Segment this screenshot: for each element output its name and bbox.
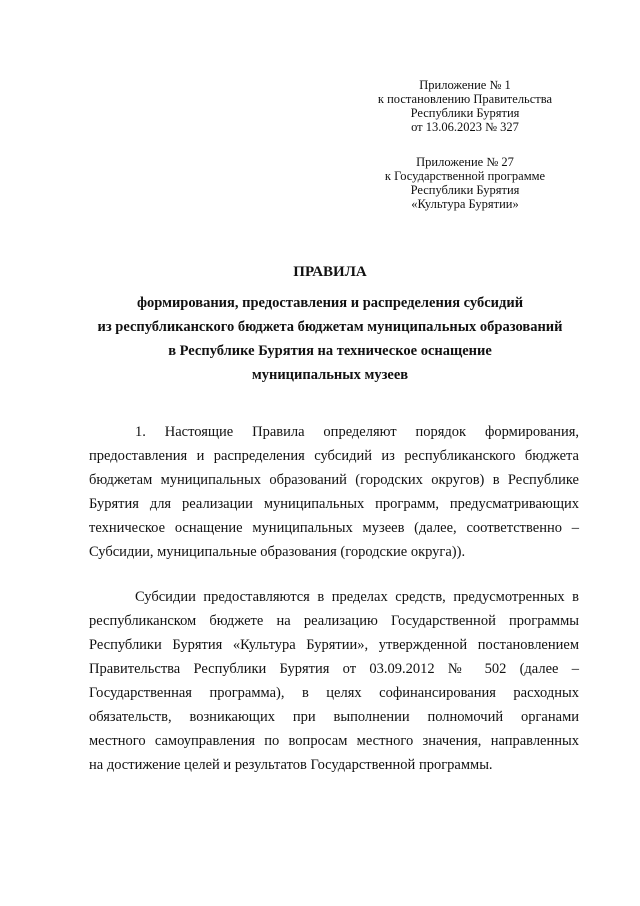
title-main: ПРАВИЛА — [293, 264, 367, 280]
document-title — [60, 260, 600, 387]
annex-1-line: к постановлению Правительства — [377, 92, 553, 106]
paragraph-line: Субсидии, муниципальные образования (городские округа)). — [89, 544, 466, 560]
paragraph-line: республиканском бюджете на реализацию Государственной программы — [89, 613, 579, 629]
annex-header-2 — [365, 155, 565, 211]
annex-1-line: Приложение № 1 — [419, 78, 511, 92]
paragraph-line: предоставления и распределения субсидий из республиканского бюджета — [89, 448, 579, 464]
paragraph-line: бюджетам муниципальных образований (городских округов) в Республике — [89, 472, 579, 488]
paragraph-line: Правительства Республики Бурятия от 03.09.2012 № 502 (далее – — [89, 661, 579, 677]
annex-1-line: от 13.06.2023 № 327 — [411, 120, 519, 134]
annex-2-line: Приложение № 27 — [416, 155, 514, 169]
paragraph-line: техническое оснащение муниципальных музеев (далее, соответственно – — [89, 520, 579, 536]
paragraph-line: Государственная программа), в целях софинансирования расходных — [89, 685, 579, 701]
paragraph-1 — [89, 420, 579, 564]
annex-2-line: «Культура Бурятии» — [411, 197, 519, 211]
paragraph-line: Республики Бурятия «Культура Бурятии», утвержденной постановлением — [89, 637, 579, 653]
annex-2-line: Республики Бурятия — [410, 183, 520, 197]
title-line: формирования, предоставления и распределения субсидий — [136, 295, 524, 311]
title-line: из республиканского бюджета бюджетам муниципальных образований — [97, 319, 563, 335]
annex-header-1 — [365, 78, 565, 134]
title-line: в Республике Бурятия на техническое оснащение — [168, 343, 492, 359]
annex-2-line: к Государственной программе — [384, 169, 546, 183]
paragraph-line: обязательств, возникающих при выполнении полномочий органами — [89, 709, 579, 725]
paragraph-2 — [89, 585, 579, 777]
paragraph-line: местного самоуправления по вопросам местного значения, направленных — [89, 733, 579, 749]
annex-1-line: Республики Бурятия — [410, 106, 520, 120]
paragraph-line: 1. Настоящие Правила определяют порядок формирования, — [135, 424, 579, 440]
title-line: муниципальных музеев — [251, 367, 409, 383]
paragraph-line: Субсидии предоставляются в пределах средств, предусмотренных в — [135, 589, 579, 605]
paragraph-line: на достижение целей и результатов Государственной программы. — [89, 757, 493, 773]
paragraph-line: Бурятия для реализации муниципальных программ, предусматривающих — [89, 496, 579, 512]
